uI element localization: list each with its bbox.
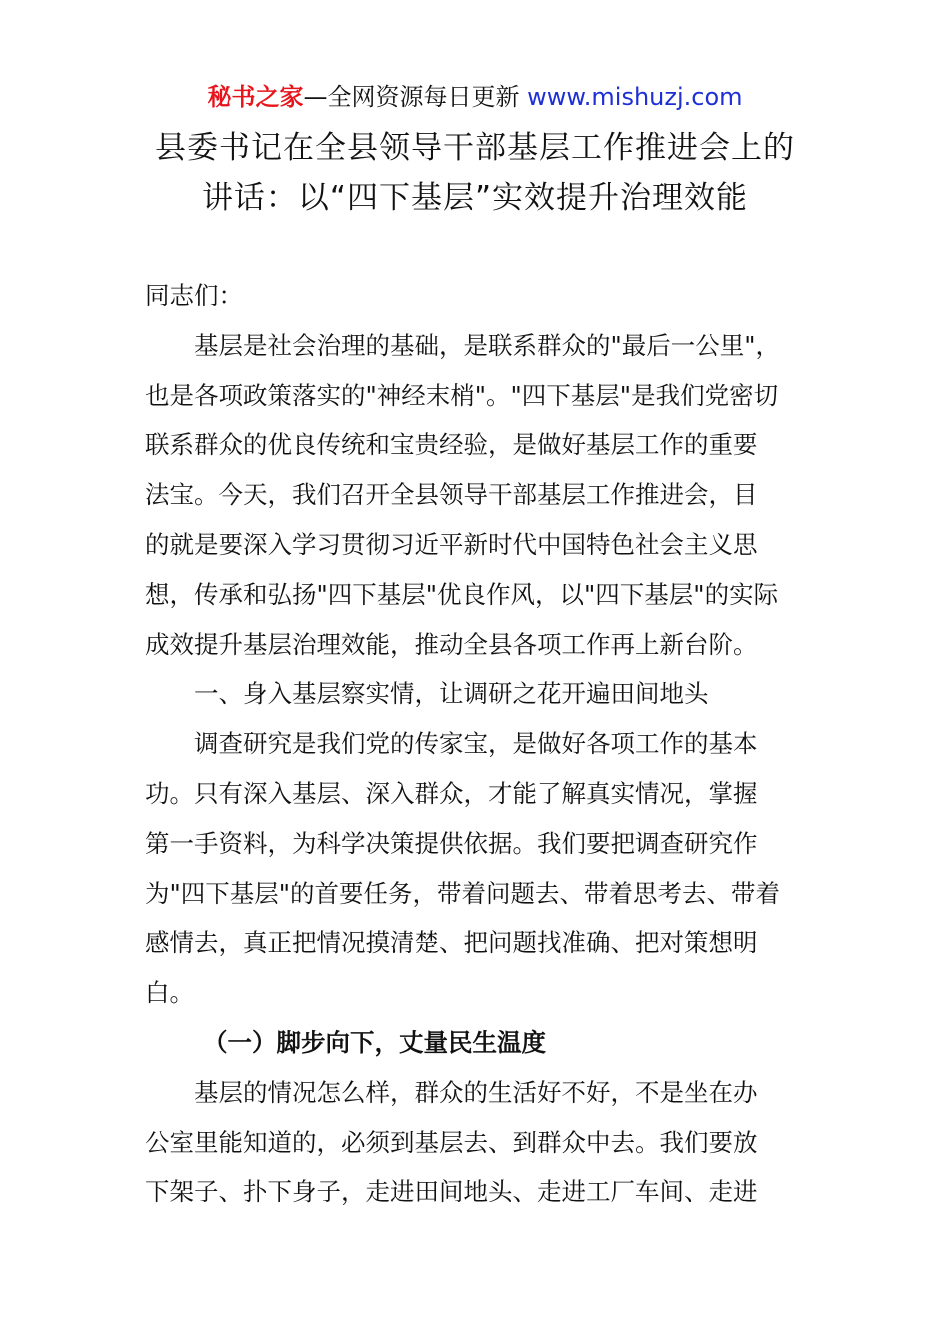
section-heading-text: 一、身入基层察实情，让调研之花开遍田间地头 (194, 679, 709, 709)
paragraph-line: 法宝。今天，我们召开全县领导干部基层工作推进会，目 (145, 480, 758, 510)
subheading-text: （一）脚步向下，丈量民生温度 (203, 1027, 546, 1057)
paragraph-line: 白。 (145, 978, 194, 1008)
section-heading-1 (145, 669, 815, 719)
paragraph-line: 下架子、扑下身子，走进田间地头、走进工厂车间、走进 (145, 1177, 758, 1207)
paragraph-line: 公室里能知道的，必须到基层去、到群众中去。我们要放 (145, 1127, 758, 1157)
greeting-text: 同志们： (145, 281, 243, 310)
site-url-link[interactable]: www.mishuzj.com (527, 83, 743, 111)
paragraph-line: 功。只有深入基层、深入群众，才能了解真实情况，掌握 (145, 778, 758, 808)
paragraph-line: 成效提升基层治理效能，推动全县各项工作再上新台阶。 (145, 629, 758, 659)
paragraph-line: 想，传承和弘扬"四下基层"优良作风，以"四下基层"的实际 (145, 579, 779, 609)
document-title (120, 123, 830, 223)
subheading-1 (145, 1018, 815, 1068)
paragraph-line: 为"四下基层"的首要任务，带着问题去、带着思考去、带着 (145, 878, 781, 908)
paragraph-line: 基层的情况怎么样，群众的生活好不好，不是坐在办 (194, 1077, 758, 1107)
paragraph-line: 感情去，真正把情况摸清楚、把问题找准确、把对策想明 (145, 928, 758, 958)
paragraph-research (145, 719, 815, 1018)
site-brand: 秘书之家 (207, 83, 304, 111)
paragraph-line: 也是各项政策落实的"神经末梢"。"四下基层"是我们党密切 (145, 380, 779, 410)
document-body (145, 271, 815, 1217)
site-header (0, 80, 950, 114)
greeting (145, 271, 815, 321)
paragraph-line: 联系群众的优良传统和宝贵经验，是做好基层工作的重要 (145, 430, 758, 460)
paragraph-line: 的就是要深入学习贯彻习近平新时代中国特色社会主义思 (145, 529, 758, 559)
paragraph-line: 第一手资料，为科学决策提供依据。我们要把调查研究作 (145, 828, 758, 858)
paragraph-grassroots (145, 1068, 815, 1217)
title-line-1: 县委书记在全县领导干部基层工作推进会上的 (155, 130, 795, 166)
paragraph-line: 基层是社会治理的基础，是联系群众的"最后一公里"， (194, 330, 781, 360)
paragraph-intro (145, 321, 815, 670)
site-tagline: —全网资源每日更新 (303, 83, 528, 111)
paragraph-line: 调查研究是我们党的传家宝，是做好各项工作的基本 (194, 729, 758, 759)
title-line-2: 讲话：以“四下基层”实效提升治理效能 (201, 180, 749, 216)
